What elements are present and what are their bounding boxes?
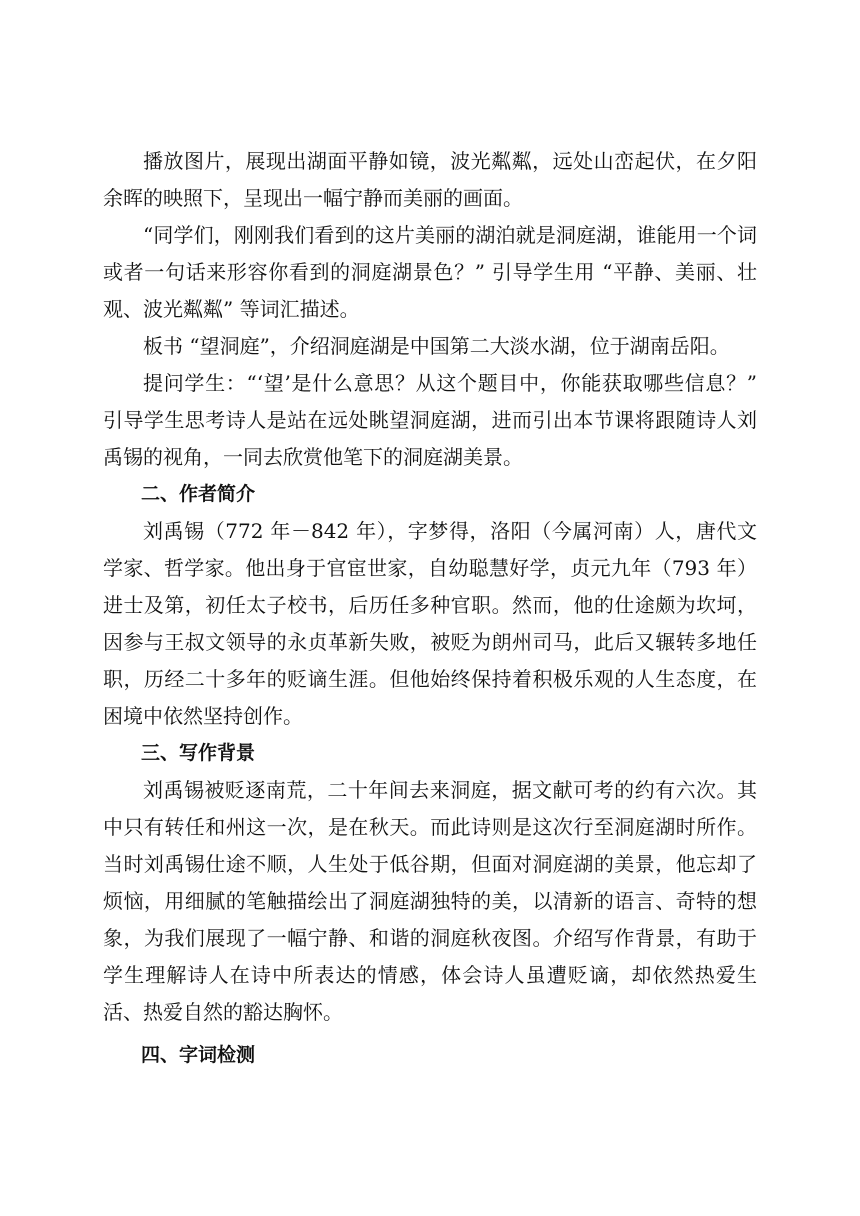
intro-paragraph-title-meaning: 提问学生：“‘望’是什么意思？从这个题目中，你能获取哪些信息？” 引导学生思考诗人是站在远处眺望洞庭湖，进而引出本节课将跟随诗人刘禹锡的视角，一同去欣赏他笔下的洞庭湖美景。	[103, 371, 757, 469]
section-heading-background: 三、写作背景	[141, 742, 256, 764]
intro-paragraph-image: 播放图片，展现出湖面平静如镜，波光粼粼，远处山峦起伏，在夕阳余晖的映照下，呈现出一幅宁静而美丽的画面。	[103, 149, 757, 210]
intro-paragraph-blackboard: 板书 “望洞庭”，介绍洞庭湖是中国第二大淡水湖，位于湖南岳阳。	[143, 334, 730, 358]
section-heading-vocabulary: 四、字词检测	[141, 1044, 256, 1066]
document-page	[103, 143, 757, 1074]
intro-paragraph-question: “同学们，刚刚我们看到的这片美丽的湖泊就是洞庭湖，谁能用一个词或者一句话来形容你看到的洞庭湖景色？” 引导学生用 “平静、美丽、壮观、波光粼粼” 等词汇描述。	[103, 223, 757, 321]
background-paragraph: 刘禹锡被贬逐南荒，二十年间去来洞庭，据文献可考的约有六次。其中只有转任和州这一次，是在秋天。而此诗则是这次行至洞庭湖时所作。当时刘禹锡仕途不顺，人生处于低谷期，但面对洞庭湖的美景，他忘却了烦恼，用细腻的笔触描绘出了洞庭湖独特的美，以清新的语言、奇特的想象，为我们展现了一幅宁静、和谐的洞庭秋夜图。介绍写作背景，有助于学生理解诗人在诗中所表达的情感，体会诗人虽遭贬谪，却依然热爱生活、热爱自然的豁达胸怀。	[103, 778, 757, 1024]
section-heading-author: 二、作者简介	[141, 483, 256, 505]
author-paragraph: 刘禹锡（772 年－842 年），字梦得，洛阳（今属河南）人，唐代文学家、哲学家。他出身于官宦世家，自幼聪慧好学，贞元九年（793 年）进士及第，初任太子校书，后历任多种官职。然而，他的仕途颇为坎坷，因参与王叔文领导的永贞革新失败，被贬为朗州司马，此后又辗转多地任职，历经二十多年的贬谪生涯。但他始终保持着积极乐观的人生态度，在困境中依然坚持创作。	[103, 519, 757, 728]
